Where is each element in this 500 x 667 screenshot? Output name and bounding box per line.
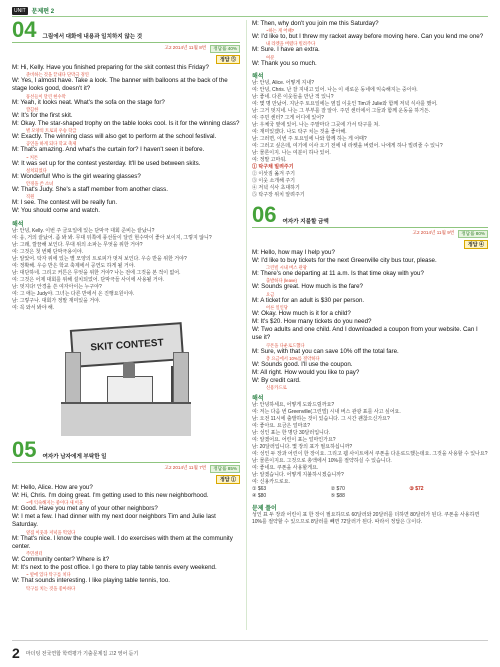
- q05-translation: [252, 80, 488, 164]
- translation-line: 여: 그것은 첫 번째 단막극용이야.: [12, 248, 84, 255]
- translation-line: 여: 신용카드로요.: [252, 479, 290, 486]
- q04-rate: 정답률 40%: [210, 45, 240, 53]
- stage-floor: [61, 402, 191, 436]
- q06-explanation: 성인 표 두 장과 어린이 표 한 장이 필요하므로 60달러와 20달러를 더하면 80달러가 된다. 쿠폰을 사용하면 10%를 절약할 수 있으므로 8달러를 빼면 72달러가 된다. 따라서 정답은 ③이다.: [252, 512, 480, 526]
- vocab-note: 그린빌 시내 버스 관광: [266, 265, 307, 271]
- vocab-note: ~ 커튼: [26, 154, 39, 160]
- q05-kr-title: 해석: [252, 73, 264, 80]
- translation-line: 여: 재미있겠다. 나도 탁구 치는 것을 좋아해.: [252, 128, 347, 135]
- translation-line: 남: 그래, 깔끔해 보인다. 무대 위의 소파는 무엇을 위한 거야?: [12, 241, 143, 248]
- answer-option: ② $70: [330, 486, 345, 493]
- translation-line: 남: 대단하네. 그리고 커튼은 무엇을 위한 거야? 나는 전에 그것을 본 적이 없어.: [12, 269, 181, 276]
- dialogue-line: M: A ticket for an adult is $30 per person.: [252, 296, 365, 304]
- dialogue-line: M: That's nice. I know the couple well. I do exercises with them at the community center.: [12, 534, 233, 550]
- q06-kr-title: 해석: [252, 396, 264, 403]
- dialogue-line: M: Hello, how may I help you?: [252, 248, 335, 256]
- dialogue-line: W: I'd like to, but I threw my racket away before moving here. Can you lend me one?: [252, 33, 484, 41]
- translation-line: 여: 그러고 싶은데, 여기에 이사 오기 전에 내 라켓을 버렸어. 나에게 하나 빌려줄 수 있니?: [252, 142, 443, 149]
- translation-line: 남: 그거 멋지네. 나는 그 부부를 잘 알아. 주민 센터에서 그들과 함께 운동을 하거든.: [252, 107, 431, 114]
- translation-line: 여: 안녕, Chris. 난 잘 지내고 있어. 나는 이 새로운 동네에 익숙해지는 중이야.: [252, 86, 418, 93]
- vocab-note: 설치되었다: [26, 167, 47, 173]
- q06-rate: 정답률 80%: [458, 230, 488, 238]
- vocab-note: 공연을 하게 되다 학교 축제: [26, 141, 77, 147]
- translation-line: 남: 좋네. 다른 이웃들을 만난 적 있니?: [252, 93, 334, 100]
- translation-line: 남: 우체국 옆에 있어. 나는 주말마다 그곳에 가서 탁구를 쳐.: [252, 121, 380, 128]
- question-04: [12, 17, 240, 436]
- q04-kr-title: 해석: [12, 221, 24, 228]
- q06-title: 여자가 지불할 금액: [282, 218, 329, 225]
- q04-number: 04: [12, 17, 37, 42]
- q06-options: [252, 486, 488, 500]
- q06-exp-title: 문제 풀이: [252, 506, 277, 513]
- dialogue-line: M: All right. How would you like to pay?: [252, 369, 360, 377]
- page-number: 2: [12, 645, 20, 661]
- dialogue-line: W: Exactly. The winning class will also get to perform at the school festival.: [12, 133, 217, 141]
- footer-rule: [12, 640, 488, 641]
- translation-line: 남: 오전 11시에 출발하는 것이 있습니다. 그 시간 괜찮으신가요?: [252, 416, 390, 423]
- q04-source: 고2 2014년 11월 8번: [164, 45, 207, 50]
- dialogue-line: M: Wonderful! Who is the girl wearing glasses?: [12, 172, 141, 180]
- vocab-note: 내 라켓을 버렸다 빌려주다: [266, 41, 316, 47]
- q05-answer-row: [12, 475, 240, 484]
- dialogue-line: W: It's for the first skit.: [12, 111, 73, 119]
- answer-option: ④ $80: [252, 493, 267, 500]
- q06-dialogue: [252, 249, 488, 391]
- answer-option: ⑤ $88: [330, 493, 345, 500]
- translation-line: 여: 알겠어요. 어린이 표는 얼마인가요?: [252, 437, 336, 444]
- left-column: [12, 17, 240, 591]
- dialogue-line: W: You should come and watch.: [12, 207, 100, 215]
- header-title: 문제편 2: [31, 9, 55, 15]
- q05-answer: 정답 ①: [216, 475, 240, 484]
- vocab-note: 깔끔한: [26, 106, 39, 112]
- vocab-note: 어른 일인당: [266, 304, 288, 310]
- q06-translation: [252, 402, 488, 486]
- question-06: [252, 201, 488, 527]
- dialogue-line: W: Sounds great. How much is the fare?: [252, 283, 363, 291]
- q05-source: 고2 2014년 11월 7번: [164, 464, 207, 470]
- q05-meta: [12, 465, 240, 473]
- dialogue-line: M: Okay. The star-shaped trophy on the table looks cool. Is it for the winning class?: [12, 120, 240, 128]
- q04-header: [12, 17, 240, 43]
- q04-answer: 정답 ⑤: [216, 55, 240, 64]
- q06-header: [252, 201, 488, 228]
- vocab-note: 풍선들이 달린 현수막: [26, 93, 66, 99]
- vocab-note: ~에 익숙해지는 중이다 새 이웃: [26, 500, 84, 506]
- translation-line: 남: 그렇구나. 대회가 정말 재미있을 거야.: [12, 297, 101, 304]
- microphone-icon: [171, 366, 173, 406]
- dialogue-line: W: Yes, I almost have. Take a look. The banner with balloons at the back of the stage looks good, doesn't it?: [12, 77, 228, 93]
- dialogue-line: W: Thank you so much.: [252, 59, 317, 67]
- translation-line: 남: 알겠습니다. 어떻게 지불하시겠습니까?: [252, 472, 344, 479]
- question-05-continued: [252, 20, 488, 199]
- skit-contest-illustration: [61, 318, 191, 436]
- translation-line: 남: 안녕, Kelly. 이번 주 금요일에 있는 단막극 대회 준비는 끝났니?: [12, 227, 155, 234]
- translation-line: 여: 꼭 와서 봐야 해.: [12, 304, 55, 311]
- translation-line: 여: 정확해. 우승 반은 학교 축제에서 공연도 하게 될 거야.: [12, 262, 135, 269]
- dialogue-line: W: Hi, Chris. I'm doing great. I'm getting used to this new neighborhood.: [12, 491, 209, 499]
- translation-line: 여: 응, 거의 끝났어. 좀 봐 봐. 무대 뒤쪽에 풍선들이 달린 현수막이 좋아 보이지, 그렇지 않니?: [12, 234, 212, 241]
- q06-source: 고2 2014년 11월 9번: [412, 229, 455, 235]
- translation-line: 남: 멋지다! 안경을 쓴 여자아이는 누구야?: [12, 283, 102, 290]
- answer-option: ⑤ 탁구장 위치 알려주기: [252, 191, 305, 198]
- stage-curtain-right: [173, 352, 189, 406]
- translation-line: 여: 성인 두 장과 어린이 한 장이요. 그리고 웹 사이트에서 쿠폰을 다운로드했는데요. 그것을 사용할 수 있나요?: [252, 451, 488, 458]
- translation-line: 남: 성인 표는 한 명당 30달러입니다.: [252, 430, 331, 437]
- translation-line: 여: 몇 명 만났어. 지난주 토요일에는 옆집 이웃인 Tim과 Julie와 함께 저녁 식사를 했어.: [252, 100, 438, 107]
- translation-line: 남: 알았어. 탁자 위에 있는 별 모양의 트로피가 멋져 보인다. 우승 반을 위한 거야?: [12, 255, 187, 262]
- page-header: [12, 6, 54, 15]
- dialogue-line: W: I'd like to buy tickets for the next Greenville city bus tour, please.: [252, 257, 437, 265]
- vocab-note: 여분: [266, 54, 275, 60]
- dialogue-line: W: That sounds interesting. I like playing table tennis, too.: [12, 577, 170, 585]
- translation-line: 여: 그것은 어제 대회를 위해 설치되었어. 단막극들 사이에 사용될 거야.: [12, 276, 164, 283]
- vocab-note: 옆집 이웃과 저녁을 먹었다: [26, 529, 76, 535]
- q04-translation: [12, 228, 240, 312]
- q06-answer: 정답 ④: [464, 240, 488, 249]
- q05-options: [252, 164, 488, 199]
- vocab-note: 별 모양의 트로피 우승 학급: [26, 128, 77, 134]
- vocab-note: 신용카드로: [266, 385, 287, 391]
- page-footer: [12, 645, 138, 661]
- stage-curtain-left: [65, 352, 81, 406]
- translation-line: 여: 좋아요. 요금은 얼마죠?: [252, 423, 311, 430]
- vocab-note: 출발하다 (leave): [266, 278, 297, 284]
- footer-text: 마더텅 전국연합 학력평가 기출문제집 고2 영어 듣기: [25, 650, 139, 657]
- dialogue-line: M: It's $20. How many tickets do you need?: [252, 318, 372, 326]
- answer-option: ② 이삿짐 옮겨 주기: [252, 170, 295, 177]
- q06-answer-row: [252, 240, 488, 249]
- header-rule: [12, 16, 488, 17]
- q05-dialogue: [12, 484, 240, 591]
- answer-option: ③ 이웃 소개해 주기: [252, 177, 295, 184]
- answer-option: ③ $72: [409, 486, 424, 493]
- dialogue-line: W: That's Judy. She's a staff member from another class.: [12, 186, 168, 194]
- q04-answer-row: [12, 55, 240, 64]
- translation-line: 여: 저는 다음 번 Greenville(그린빌) 시내 버스 관광 표를 사고 싶어요.: [252, 409, 401, 416]
- answer-option: ④ 저녁 식사 초대하기: [252, 184, 300, 191]
- q05-number: 05: [12, 436, 37, 462]
- right-column: [252, 20, 488, 526]
- dialogue-line: M: I see. The contest will be really fun.: [12, 199, 118, 207]
- q05-header: [12, 436, 240, 463]
- dialogue-line: M: Hi, Kelly. Have you finished preparing for the skit contest this Friday?: [12, 64, 209, 71]
- dialogue-line: M: There's one departing at 11 a.m. Is that time okay with you?: [252, 270, 424, 278]
- dialogue-line: W: Okay. How much is it for a child?: [252, 309, 351, 317]
- dialogue-line: M: Good. Have you met any of your other neighbors?: [12, 505, 158, 513]
- q06-meta: [252, 230, 488, 238]
- q06-number: 06: [252, 201, 277, 227]
- translation-line: 여: 주민 센터? 그게 어디에 있어?: [252, 114, 324, 121]
- vocab-note: 총 요금에서 10%를 절약하다: [266, 355, 320, 361]
- vocab-note: 준비하는 것을 끝내다 단막극 경연: [26, 72, 89, 78]
- q04-meta: [12, 45, 240, 53]
- answer-option: ① 탁구채 빌려주기: [252, 163, 294, 170]
- dialogue-line: W: Sounds good. I'll use the coupon.: [252, 360, 353, 368]
- header-badge: UNIT: [14, 7, 26, 14]
- vocab-note: 주민센터: [26, 551, 43, 557]
- translation-line: 남: 물론이지. 나는 여분이 하나 있어.: [252, 149, 331, 156]
- translation-line: 남: 그러면, 이번 주 토요일에 나와 함께 하는 게 어때?: [252, 135, 367, 142]
- vocab-note: 탁구를 치는 것을 좋아하다: [26, 585, 76, 591]
- q05-title: 여자가 남자에게 부탁한 일: [42, 453, 107, 460]
- dialogue-line: M: Hello, Alice. How are you?: [12, 483, 93, 491]
- dialogue-line: M: That's amazing. And what's the curtain for? I haven't seen it before.: [12, 146, 205, 154]
- skit-contest-banner: SKIT CONTEST: [70, 322, 184, 368]
- q05-rate: 정답률 85%: [210, 465, 240, 473]
- translation-line: 남: 안녕하세요, 어떻게 도와드릴까요?: [252, 402, 335, 409]
- translation-line: 남: 20달러입니다. 몇 장의 표가 필요하십니까?: [252, 444, 353, 451]
- dialogue-line: W: Two adults and one child. And I downloaded a coupon from your website. Can I use it?: [252, 326, 478, 342]
- translation-line: 남: 안녕, Alice. 어떻게 지내?: [252, 79, 314, 86]
- dialogue-line: M: Sure. I have an extra.: [252, 46, 320, 54]
- translation-line: 여: 그 애는 Judy야. 그녀는 다른 반에서 온 진행요원이야.: [12, 290, 135, 297]
- dialogue-line: M: It's next to the post office. I go there to play table tennis every weekend.: [12, 564, 217, 572]
- vocab-note: ~하는 게 어때?: [266, 28, 295, 34]
- dialogue-line: W: It was set up for the contest yesterday. It'll be used between skits.: [12, 159, 201, 167]
- translation-line: 여: 좋네요. 쿠폰을 사용할게요.: [252, 465, 319, 472]
- dialogue-line: W: I met a few. I had dinner with my next door neighbors Tim and Julie last Saturday.: [12, 513, 216, 529]
- column-divider: [246, 20, 247, 630]
- dialogue-line: M: Then, why don't you join me this Saturday?: [252, 20, 379, 27]
- translation-line: 여: 정말 고마워.: [252, 156, 287, 163]
- q04-title: 그림에서 대화에 내용과 일치하지 않는 것: [42, 34, 143, 40]
- vocab-note: ~ 옆에 있다 탁구를 치다: [26, 572, 71, 578]
- vocab-note: 안경을 쓴 소녀: [26, 181, 54, 187]
- answer-option: ① $63: [252, 486, 267, 493]
- question-05: [12, 436, 240, 591]
- dialogue-line: W: Community center? Where is it?: [12, 556, 110, 564]
- dialogue-line: W: By credit card.: [252, 377, 301, 385]
- vocab-note: 요금: [266, 291, 275, 297]
- dialogue-line: M: Yeah, it looks neat. What's the sofa on the stage for?: [12, 98, 165, 106]
- vocab-note: 쿠폰을 다운로드했다: [266, 342, 305, 348]
- dialogue-line: M: Sure, with that you can save 10% off the total fare.: [252, 347, 399, 355]
- trophy-icon: [123, 362, 135, 378]
- q05-dialogue-continued: [252, 20, 488, 68]
- q04-dialogue: [12, 64, 240, 216]
- vocab-note: 직원: [26, 194, 35, 200]
- translation-line: 남: 물론이지요. 그것으로 총액에서 10%를 절약하실 수 있습니다.: [252, 458, 392, 465]
